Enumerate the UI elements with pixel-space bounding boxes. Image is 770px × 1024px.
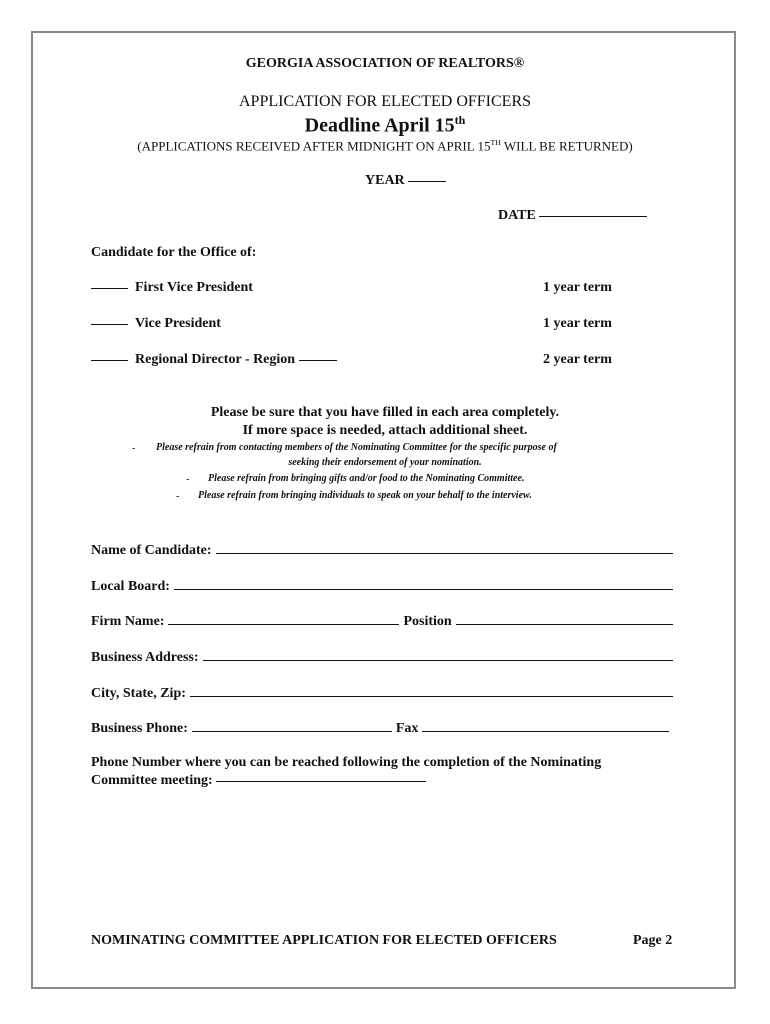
- field-label: Business Address:: [91, 650, 199, 665]
- org-name: GEORGIA ASSOCIATION OF REALTORS®: [245, 56, 525, 71]
- field-label: Firm Name:: [91, 614, 165, 629]
- reach-phone-field[interactable]: [91, 773, 426, 789]
- office-option-vp[interactable]: [91, 316, 221, 332]
- firm-input-line[interactable]: [168, 612, 399, 625]
- office-option-regional-director[interactable]: [91, 352, 337, 368]
- fax-label: Fax: [395, 721, 419, 736]
- field-label: Business Phone:: [91, 721, 188, 736]
- field-label: City, State, Zip:: [91, 686, 186, 701]
- office-heading: Candidate for the Office of:: [91, 245, 257, 260]
- year-field[interactable]: [365, 173, 446, 189]
- office-option-first-vp[interactable]: [91, 280, 253, 296]
- fax-input-line[interactable]: [422, 719, 669, 732]
- bullet-dash: -: [176, 491, 180, 502]
- office-check-line[interactable]: [91, 288, 128, 289]
- bullet-text: Please refrain from bringing individuals to speak on your behalf to the interview.: [198, 490, 532, 501]
- bullet-dash: -: [186, 474, 190, 485]
- field-label: Local Board:: [91, 579, 170, 594]
- office-term: 2 year term: [543, 352, 612, 367]
- name-of-candidate-field[interactable]: [91, 541, 673, 559]
- name-input-line[interactable]: [216, 541, 673, 554]
- date-line[interactable]: [539, 216, 647, 217]
- late-notice-sup: TH: [490, 138, 501, 147]
- office-term: 1 year term: [543, 280, 612, 295]
- form-title: APPLICATION FOR ELECTED OFFICERS: [238, 93, 532, 110]
- office-term: 1 year term: [543, 316, 612, 331]
- office-label: First Vice President: [135, 280, 253, 295]
- instruction-line-2: If more space is needed, attach additional sheet.: [242, 423, 528, 438]
- late-notice: [0, 138, 770, 154]
- date-field[interactable]: [498, 208, 647, 224]
- field-label: Name of Candidate:: [91, 543, 212, 558]
- reach-phone-label-2: Committee meeting:: [91, 773, 213, 788]
- region-line[interactable]: [299, 360, 337, 361]
- bullet-dash: -: [132, 443, 136, 454]
- local-board-field[interactable]: [91, 577, 673, 595]
- board-input-line[interactable]: [174, 577, 673, 590]
- position-input-line[interactable]: [456, 612, 673, 625]
- office-check-line[interactable]: [91, 324, 128, 325]
- bullet-text: Please refrain from bringing gifts and/or food to the Nominating Committee.: [208, 473, 525, 484]
- office-label: Vice President: [135, 316, 221, 331]
- deadline-sup: th: [454, 113, 466, 127]
- reach-phone-label: Phone Number where you can be reached following the completion of the Nominating: [91, 755, 602, 770]
- year-label: YEAR: [365, 173, 405, 188]
- late-notice-pre: (APPLICATIONS RECEIVED AFTER MIDNIGHT ON APRIL 15: [137, 138, 491, 154]
- city-state-zip-field[interactable]: [91, 684, 673, 702]
- office-label: Regional Director - Region: [135, 352, 296, 367]
- deadline-text: Deadline April 15: [304, 114, 455, 137]
- reach-phone-input-line[interactable]: [216, 781, 426, 782]
- phone-fax-field[interactable]: [91, 719, 669, 737]
- late-notice-post: WILL BE RETURNED): [500, 138, 633, 154]
- footer-title: NOMINATING COMMITTEE APPLICATION FOR ELECTED OFFICERS: [91, 933, 557, 948]
- phone-input-line[interactable]: [192, 719, 392, 732]
- date-label: DATE: [498, 208, 536, 223]
- firm-position-field[interactable]: [91, 612, 673, 630]
- page-number: Page 2: [633, 933, 673, 948]
- city-input-line[interactable]: [190, 684, 673, 697]
- address-input-line[interactable]: [203, 648, 673, 661]
- office-check-line[interactable]: [91, 360, 128, 361]
- bullet-text: Please refrain from contacting members of the Nominating Committee for the specific purpose of: [156, 442, 557, 453]
- business-address-field[interactable]: [91, 648, 673, 666]
- year-line[interactable]: [408, 181, 446, 182]
- position-label: Position: [403, 614, 452, 629]
- instruction-line-1: Please be sure that you have filled in each area completely.: [210, 405, 560, 420]
- bullet-text-cont: seeking their endorsement of your nomination.: [288, 457, 482, 468]
- deadline: [0, 113, 770, 138]
